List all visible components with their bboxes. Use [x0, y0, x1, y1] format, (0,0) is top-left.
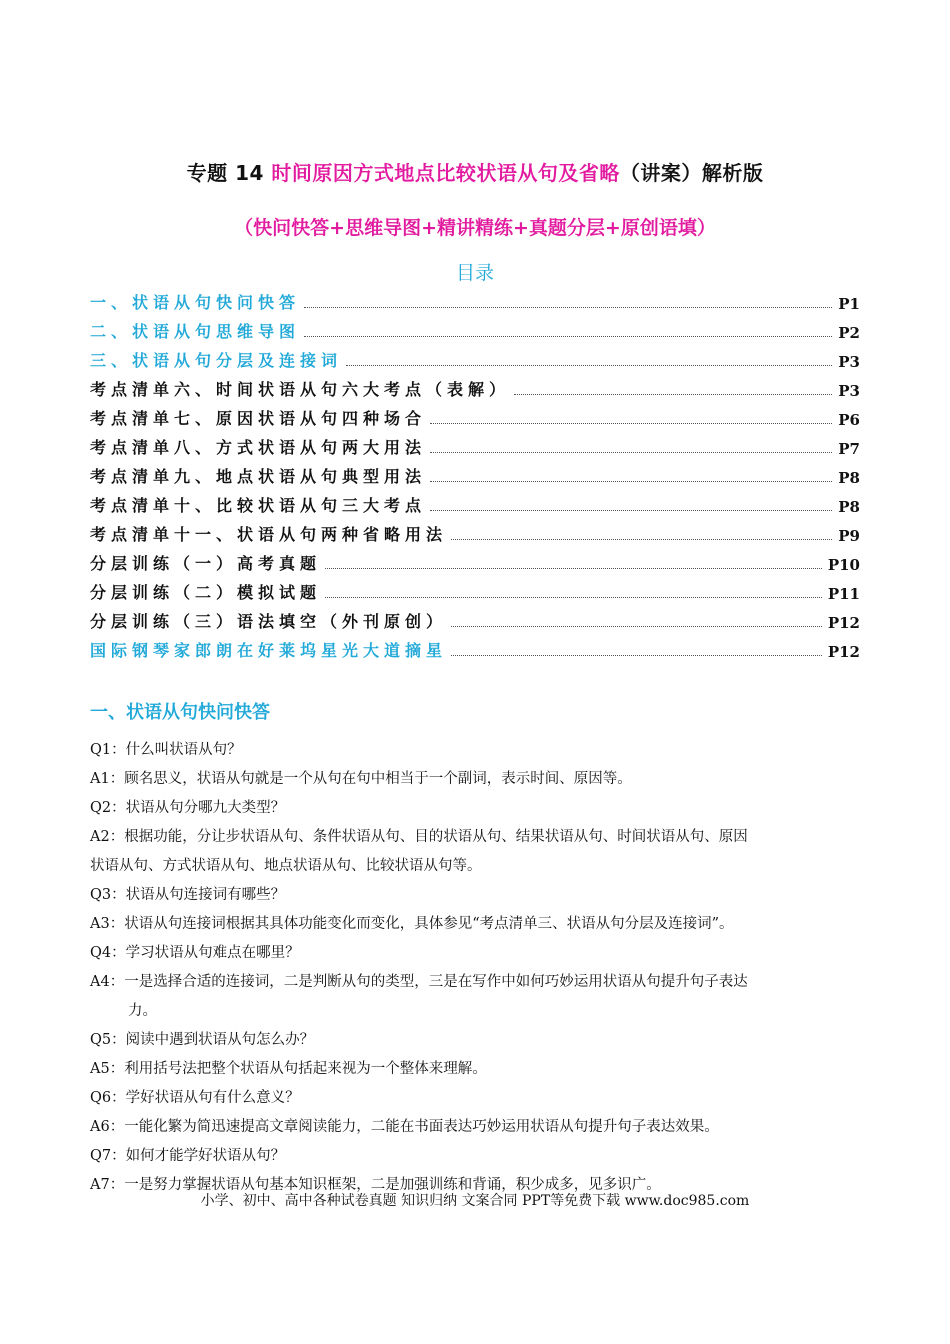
qa-line: 状语从句、方式状语从句、地点状语从句、比较状语从句等。: [90, 858, 482, 874]
qa-line: A6：一能化繁为简迅速提高文章阅读能力，二能在书面表达巧妙运用状语从句提升句子表达效果。: [90, 1119, 719, 1135]
document-title: [0, 157, 950, 186]
toc-entry-page: P12: [827, 614, 860, 632]
toc-entry-page: P8: [838, 469, 860, 487]
toc-entry[interactable]: [90, 400, 860, 429]
toc-entry-label: 考点清单九、地点状语从句典型用法: [90, 467, 427, 486]
table-of-contents: [90, 284, 860, 661]
toc-leader-dots: [430, 480, 832, 482]
toc-entry[interactable]: [90, 487, 860, 516]
toc-entry-label: 三、状语从句分层及连接词: [90, 351, 343, 370]
qa-list: [90, 736, 860, 1200]
toc-leader-dots: [430, 509, 832, 511]
toc-entry[interactable]: [90, 284, 860, 313]
toc-entry-page: P8: [838, 498, 860, 516]
toc-entry[interactable]: [90, 632, 860, 661]
toc-leader-dots: [346, 364, 832, 366]
title-suffix: （讲案）解析版: [619, 161, 764, 185]
toc-entry[interactable]: [90, 313, 860, 342]
toc-entry-label: 分层训练（三）语法填空（外刊原创）: [90, 612, 448, 631]
toc-entry-page: P9: [838, 527, 860, 545]
toc-entry-page: P6: [838, 411, 860, 429]
toc-leader-dots: [451, 654, 822, 656]
qa-line: Q7：如何才能学好状语从句？: [90, 1148, 286, 1164]
section-heading: 一、状语从句快问快答: [90, 702, 270, 723]
qa-line: Q2：状语从句分哪九大类型？: [90, 800, 286, 816]
toc-entry[interactable]: [90, 545, 860, 574]
toc-entry[interactable]: [90, 603, 860, 632]
toc-entry-page: P2: [838, 324, 860, 342]
qa-line: A5：利用括号法把整个状语从句括起来视为一个整体来理解。: [90, 1061, 487, 1077]
toc-entry-page: P3: [838, 382, 860, 400]
toc-entry-label: 一、状语从句快问快答: [90, 293, 301, 312]
toc-entry[interactable]: [90, 342, 860, 371]
qa-line: Q6：学好状语从句有什么意义？: [90, 1090, 300, 1106]
toc-entry-page: P3: [838, 353, 860, 371]
title-prefix: 专题 14: [186, 161, 272, 185]
toc-leader-dots: [430, 422, 832, 424]
toc-entry-page: P7: [838, 440, 860, 458]
qa-line: A1：顾名思义，状语从句就是一个从句在句中相当于一个副词，表示时间、原因等。: [90, 771, 632, 787]
toc-entry-label: 分层训练（一）高考真题: [90, 554, 322, 573]
title-topic: 时间原因方式地点比较状语从句及省略: [271, 161, 620, 185]
toc-entry-label: 国际钢琴家郎朗在好莱坞星光大道摘星: [90, 641, 448, 660]
toc-leader-dots: [451, 625, 822, 627]
document-subtitle: （快问快答+思维导图+精讲精练+真题分层+原创语填）: [234, 217, 716, 239]
qa-line: Q3：状语从句连接词有哪些？: [90, 887, 286, 903]
toc-entry[interactable]: [90, 371, 860, 400]
toc-leader-dots: [325, 567, 822, 569]
toc-leader-dots: [304, 306, 832, 308]
qa-line: Q4：学习状语从句难点在哪里？: [90, 945, 300, 961]
toc-heading: 目录: [455, 262, 494, 284]
qa-line: A2：根据功能，分让步状语从句、条件状语从句、目的状语从句、结果状语从句、时间状语从句、原因: [90, 829, 748, 845]
toc-entry-page: P11: [827, 585, 860, 603]
toc-entry[interactable]: [90, 516, 860, 545]
toc-leader-dots: [325, 596, 822, 598]
toc-entry-label: 二、状语从句思维导图: [90, 322, 301, 341]
toc-entry[interactable]: [90, 429, 860, 458]
toc-entry-label: 考点清单八、方式状语从句两大用法: [90, 438, 427, 457]
toc-entry-page: P10: [827, 556, 860, 574]
toc-leader-dots: [514, 393, 832, 395]
toc-entry-label: 考点清单十、比较状语从句三大考点: [90, 496, 427, 515]
qa-line: Q1：什么叫状语从句？: [90, 742, 242, 758]
toc-entry-page: P12: [827, 643, 860, 661]
page-footer: 小学、初中、高中各种试卷真题 知识归纳 文案合同 PPT等免费下载 www.doc985.com: [200, 1193, 750, 1209]
toc-leader-dots: [304, 335, 832, 337]
toc-entry[interactable]: [90, 458, 860, 487]
qa-line: A7：一是努力掌握状语从句基本知识框架，二是加强训练和背诵，积少成多，见多识广。: [90, 1177, 661, 1193]
toc-entry-label: 考点清单七、原因状语从句四种场合: [90, 409, 427, 428]
toc-entry-label: 分层训练（二）模拟试题: [90, 583, 322, 602]
qa-line: 力。: [128, 1003, 157, 1019]
toc-entry[interactable]: [90, 574, 860, 603]
qa-line: A4：一是选择合适的连接词，二是判断从句的类型，三是在写作中如何巧妙运用状语从句提升句子表达: [90, 974, 748, 990]
qa-line: A3：状语从句连接词根据其具体功能变化而变化，具体参见“考点清单三、状语从句分层及连接词”。: [90, 916, 734, 932]
qa-line: Q5：阅读中遇到状语从句怎么办？: [90, 1032, 315, 1048]
toc-entry-label: 考点清单六、时间状语从句六大考点（表解）: [90, 380, 511, 399]
toc-entry-label: 考点清单十一、状语从句两种省略用法: [90, 525, 448, 544]
toc-leader-dots: [430, 451, 832, 453]
toc-entry-page: P1: [838, 295, 860, 313]
toc-leader-dots: [451, 538, 832, 540]
